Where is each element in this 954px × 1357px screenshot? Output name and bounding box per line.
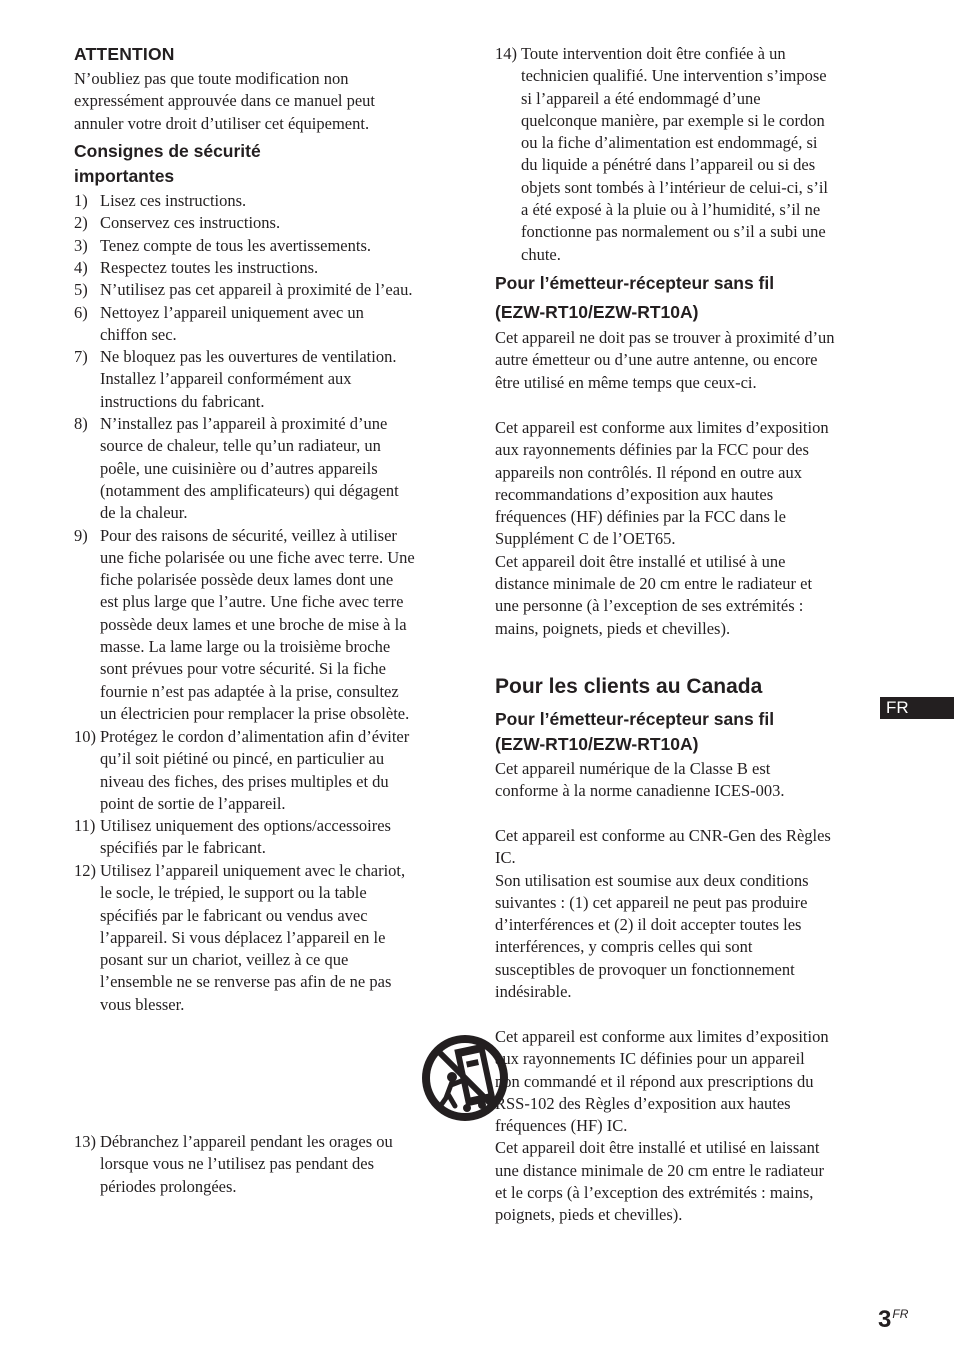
wireless-paragraph-2: Cet appareil est conforme aux limites d’exposition aux rayonnements définies par la FCC pour des appareils non contrôlés. Il répond en outre aux recommandations d’exposition aux hautes fréquences (HF) définies par la FCC dans le Supplément C de l’OET65. Cet appareil doit être installé et utilisé à une distance minimale de 20 cm entre le radiateur et une personne (à l’exception de ses extrémités : mains, poignets, pieds et chevilles). <box>495 418 829 638</box>
page-number: $3^{FR}$ <box>878 1306 909 1333</box>
instruction-item-5-text: N’utilisez pas cet appareil à proximité de l’eau. <box>100 280 413 300</box>
canada-paragraph-1: Cet appareil numérique de la Classe B est conforme à la norme canadienne ICES-003. <box>495 759 785 801</box>
attention-text: N’oubliez pas que toute modification non expressément approuvée dans ce manuel peut annuler votre droit d’utiliser cet équipement. <box>74 69 376 133</box>
instruction-item-9-text: Pour des raisons de sécurité, veillez à utiliser une fiche polarisée ou une fiche avec terre. Une fiche polarisée possède deux lames dont une est plus large que l’autre. Une fiche avec terre possède deux lames et une broche de mise à la masse. La lame large ou la troisième broche sont prévues pour votre sécurité. Si la fiche fournie n’est pas adaptée à la prise, consultez un électricien pour remplacer la prise obsolète. <box>100 525 415 723</box>
instruction-item-8-text: N’installez pas l’appareil à proximité d’une source de chaleur, telle qu’un radiateur, un poêle, une cuisinière ou d’autres appareils (notamment des amplificateurs) qui dégagent de la chaleur. <box>100 414 399 523</box>
instruction-item-6-text: Nettoyez l’appareil uniquement avec un chiffon sec. <box>100 302 364 344</box>
canada-subheading: Pour l’émetteur-récepteur sans fil (EZW-RT10/EZW-RT10A) <box>495 709 775 754</box>
instruction-item-2-text: Conservez ces instructions. <box>100 213 281 233</box>
instruction-item-7-text: Ne bloquez pas les ouvertures de ventilation. Installez l’appareil conformément aux instructions du fabricant. <box>100 347 397 411</box>
instruction-item-14-text: Toute intervention doit être confiée à un technicien qualifié. Une intervention s’impose si l’appareil a été endommagé d’une quelconque manière, par exemple si le cordon ou la fiche d’alimentation est endommagé, si du liquide a pénétré dans l’appareil ou si des objets sont tombés à l’intérieur de celui-ci, s’il a été exposé à la pluie ou à l’humidité, s’il ne fonctionne pas normalement ou s’il a subi une chute. <box>521 44 828 264</box>
instruction-item-13-text: Débranchez l’appareil pendant les orages ou lorsque vous ne l’utilisez pas pendant des périodes prolongées. <box>100 1132 393 1196</box>
instruction-item-4-text: Respectez toutes les instructions. <box>100 257 319 277</box>
wireless-heading: Pour l’émetteur-récepteur sans fil (EZW-RT10/EZW-RT10A) <box>495 273 775 322</box>
canada-paragraph-2: Cet appareil est conforme au CNR-Gen des Règles IC. Son utilisation est soumise aux deux conditions suivantes : (1) cet appareil ne peut pas produire d’interférences et (2) il doit accepter toutes les interférences, y compris celles qui sont susceptibles de provoquer un fonctionnement indésirable. <box>495 826 831 1002</box>
instruction-item-12-text: Utilisez l’appareil uniquement avec le chariot, le socle, le trépied, le support ou la table spécifiés par le fabricant ou vendus avec l’appareil. Si vous déplacez l’appareil en le posant sur un chariot, veillez à ce que l’ensemble ne se renverse pas afin de ne pas vous blesser. <box>100 861 406 1014</box>
instruction-item-1-text: Lisez ces instructions. <box>100 191 247 210</box>
instruction-item-3-text: Tenez compte de tous les avertissements. <box>100 235 372 255</box>
canada-heading: Pour les clients au Canada <box>495 675 763 698</box>
instruction-item-10-text: Protégez le cordon d’alimentation afin d’éviter qu’il soit piétiné ou pincé, en particulier au niveau des fiches, des prises multiples et du point de sortie de l’appareil. <box>100 727 410 813</box>
wireless-paragraph-1: Cet appareil ne doit pas se trouver à proximité d’un autre émetteur ou d’une autre antenne, ou encore être utilisé en même temps que ceux-ci. <box>495 328 835 392</box>
safety-heading: Consignes de sécurité importantes <box>74 141 261 186</box>
language-tab: FR <box>880 697 954 719</box>
instruction-item-11-text: Utilisez uniquement des options/accessoires spécifiés par le fabricant. <box>100 816 391 858</box>
attention-heading: ATTENTION <box>74 44 175 64</box>
canada-paragraph-3: Cet appareil est conforme aux limites d’exposition aux rayonnements IC définies pour un appareil non commandé et il répond aux prescriptions du RSS-102 des Règles d’exposition aux hautes fréquences (HF) IC. Cet appareil doit être installé et utilisé en laissant une distance minimale de 20 cm entre le radiateur et le corps (à l’exception des extrémités : mains, poignets, pieds et chevilles). <box>495 1027 829 1225</box>
